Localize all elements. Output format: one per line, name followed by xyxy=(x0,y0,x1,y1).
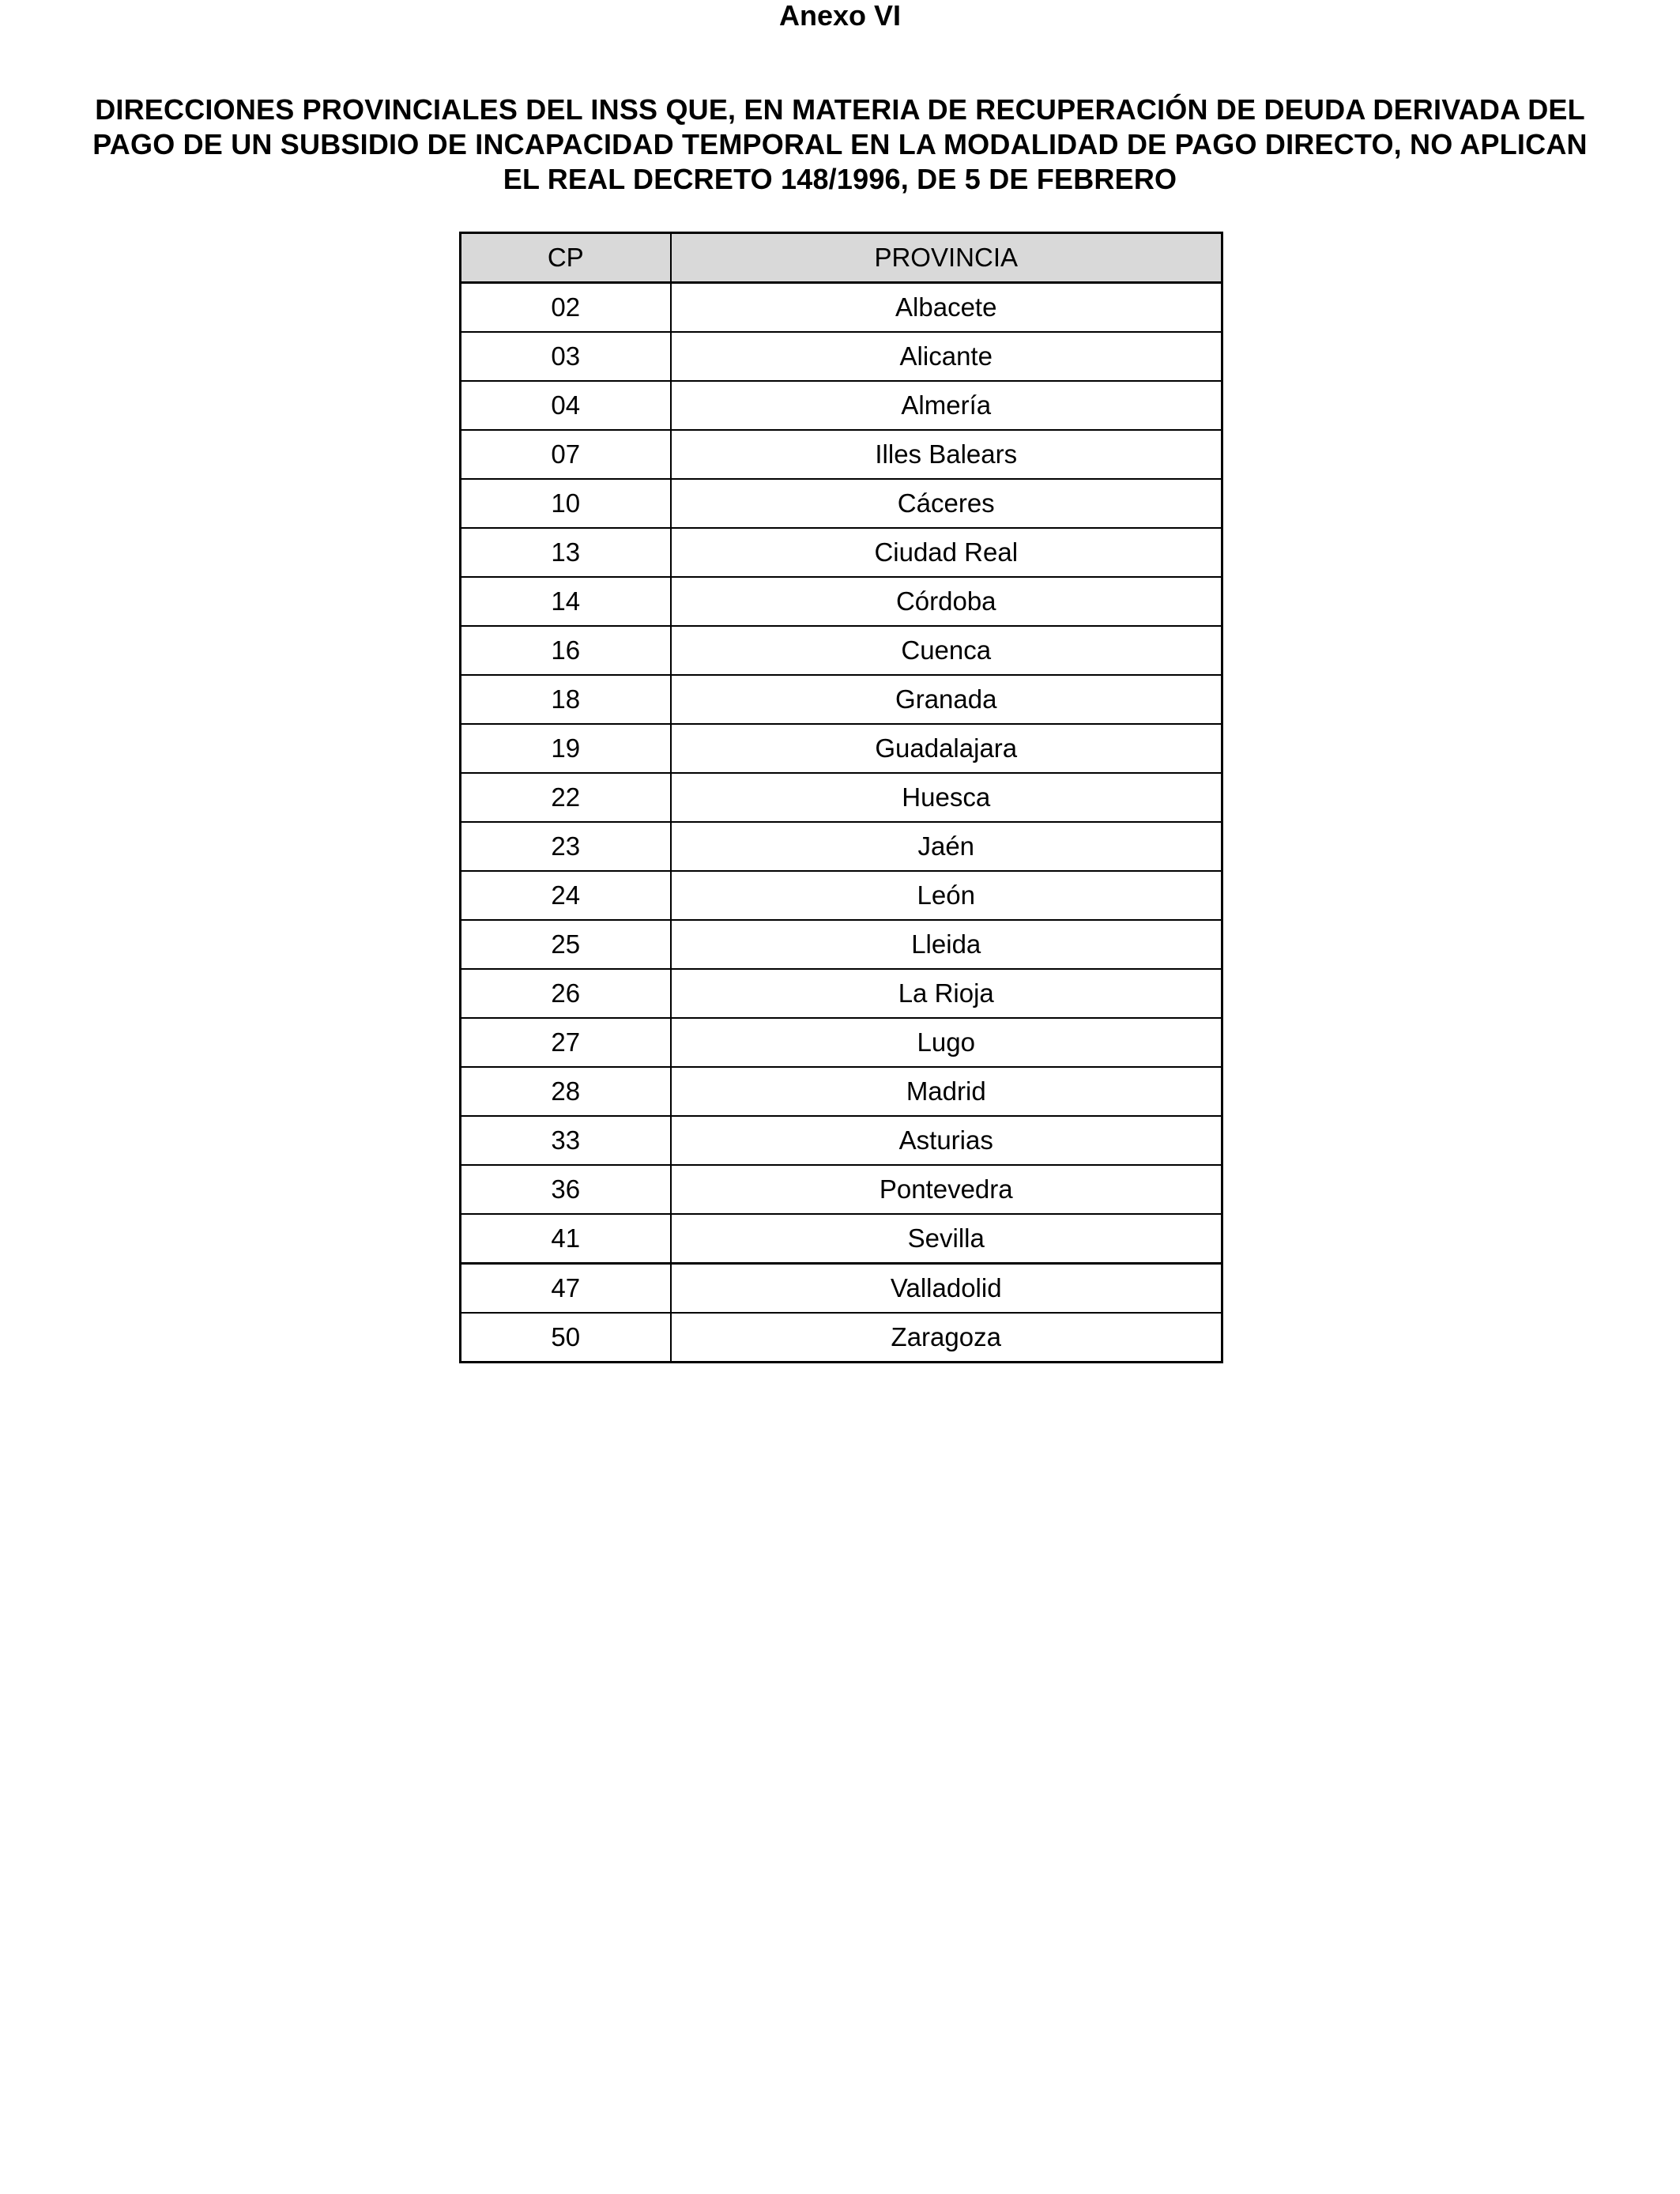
cell-provincia: Lugo xyxy=(671,1018,1222,1067)
cell-cp: 14 xyxy=(461,577,671,626)
cell-provincia: Granada xyxy=(671,675,1222,724)
table-row xyxy=(461,626,1222,675)
table-row xyxy=(461,969,1222,1018)
cell-cp: 26 xyxy=(461,969,671,1018)
cell-provincia: Guadalajara xyxy=(671,724,1222,773)
cell-cp: 50 xyxy=(461,1313,671,1363)
table-row xyxy=(461,1067,1222,1116)
table-row xyxy=(461,381,1222,430)
document-title: DIRECCIONES PROVINCIALES DEL INSS QUE, EN MATERIA DE RECUPERACIÓN DE DEUDA DERIVADA DEL PAGO DE UN SUBSIDIO DE INCAPACIDAD TEMPORAL EN LA MODALIDAD DE PAGO DIRECTO, NO APLICAN EL REAL DECRETO 148/1996, DE 5 DE FEBRERO xyxy=(92,93,1588,195)
table-header-row xyxy=(461,233,1222,283)
cell-provincia: Lleida xyxy=(671,920,1222,969)
cell-provincia: Madrid xyxy=(671,1067,1222,1116)
cell-provincia: La Rioja xyxy=(671,969,1222,1018)
table-body xyxy=(461,283,1222,1363)
cell-provincia: Ciudad Real xyxy=(671,528,1222,577)
header-provincia: PROVINCIA xyxy=(671,233,1222,283)
cell-provincia: Almería xyxy=(671,381,1222,430)
cell-cp: 03 xyxy=(461,332,671,381)
cell-cp: 10 xyxy=(461,479,671,528)
annex-label: Anexo VI xyxy=(778,0,902,32)
table-row xyxy=(461,1214,1222,1264)
cell-provincia: Alicante xyxy=(671,332,1222,381)
cell-cp: 13 xyxy=(461,528,671,577)
cell-provincia: Albacete xyxy=(671,283,1222,333)
table-row xyxy=(461,528,1222,577)
cell-provincia: Asturias xyxy=(671,1116,1222,1165)
table-row xyxy=(461,920,1222,969)
table-row xyxy=(461,675,1222,724)
table-row xyxy=(461,1264,1222,1314)
cell-provincia: Zaragoza xyxy=(671,1313,1222,1363)
cell-cp: 04 xyxy=(461,381,671,430)
table-row xyxy=(461,1165,1222,1214)
table-row xyxy=(461,1018,1222,1067)
table-row xyxy=(461,724,1222,773)
table-row xyxy=(461,332,1222,381)
table-row xyxy=(461,577,1222,626)
cell-cp: 18 xyxy=(461,675,671,724)
cell-cp: 41 xyxy=(461,1214,671,1264)
table-row xyxy=(461,479,1222,528)
cell-provincia: Pontevedra xyxy=(671,1165,1222,1214)
cell-cp: 16 xyxy=(461,626,671,675)
table-row xyxy=(461,283,1222,333)
cell-provincia: Cuenca xyxy=(671,626,1222,675)
cell-cp: 07 xyxy=(461,430,671,479)
cell-cp: 22 xyxy=(461,773,671,822)
cell-provincia: Jaén xyxy=(671,822,1222,871)
table-row xyxy=(461,1116,1222,1165)
cell-cp: 23 xyxy=(461,822,671,871)
cell-cp: 47 xyxy=(461,1264,671,1314)
cell-cp: 24 xyxy=(461,871,671,920)
provinces-table xyxy=(459,232,1223,1363)
cell-cp: 25 xyxy=(461,920,671,969)
cell-cp: 33 xyxy=(461,1116,671,1165)
cell-provincia: Huesca xyxy=(671,773,1222,822)
table-row xyxy=(461,430,1222,479)
cell-cp: 28 xyxy=(461,1067,671,1116)
cell-cp: 19 xyxy=(461,724,671,773)
cell-cp: 02 xyxy=(461,283,671,333)
cell-provincia: Illes Balears xyxy=(671,430,1222,479)
table-row xyxy=(461,1313,1222,1363)
cell-provincia: Cáceres xyxy=(671,479,1222,528)
table-row xyxy=(461,822,1222,871)
cell-provincia: Córdoba xyxy=(671,577,1222,626)
cell-cp: 27 xyxy=(461,1018,671,1067)
cell-provincia: Sevilla xyxy=(671,1214,1222,1264)
cell-provincia: Valladolid xyxy=(671,1264,1222,1314)
cell-cp: 36 xyxy=(461,1165,671,1214)
cell-provincia: León xyxy=(671,871,1222,920)
table-row xyxy=(461,871,1222,920)
table-row xyxy=(461,773,1222,822)
header-cp: CP xyxy=(461,233,671,283)
